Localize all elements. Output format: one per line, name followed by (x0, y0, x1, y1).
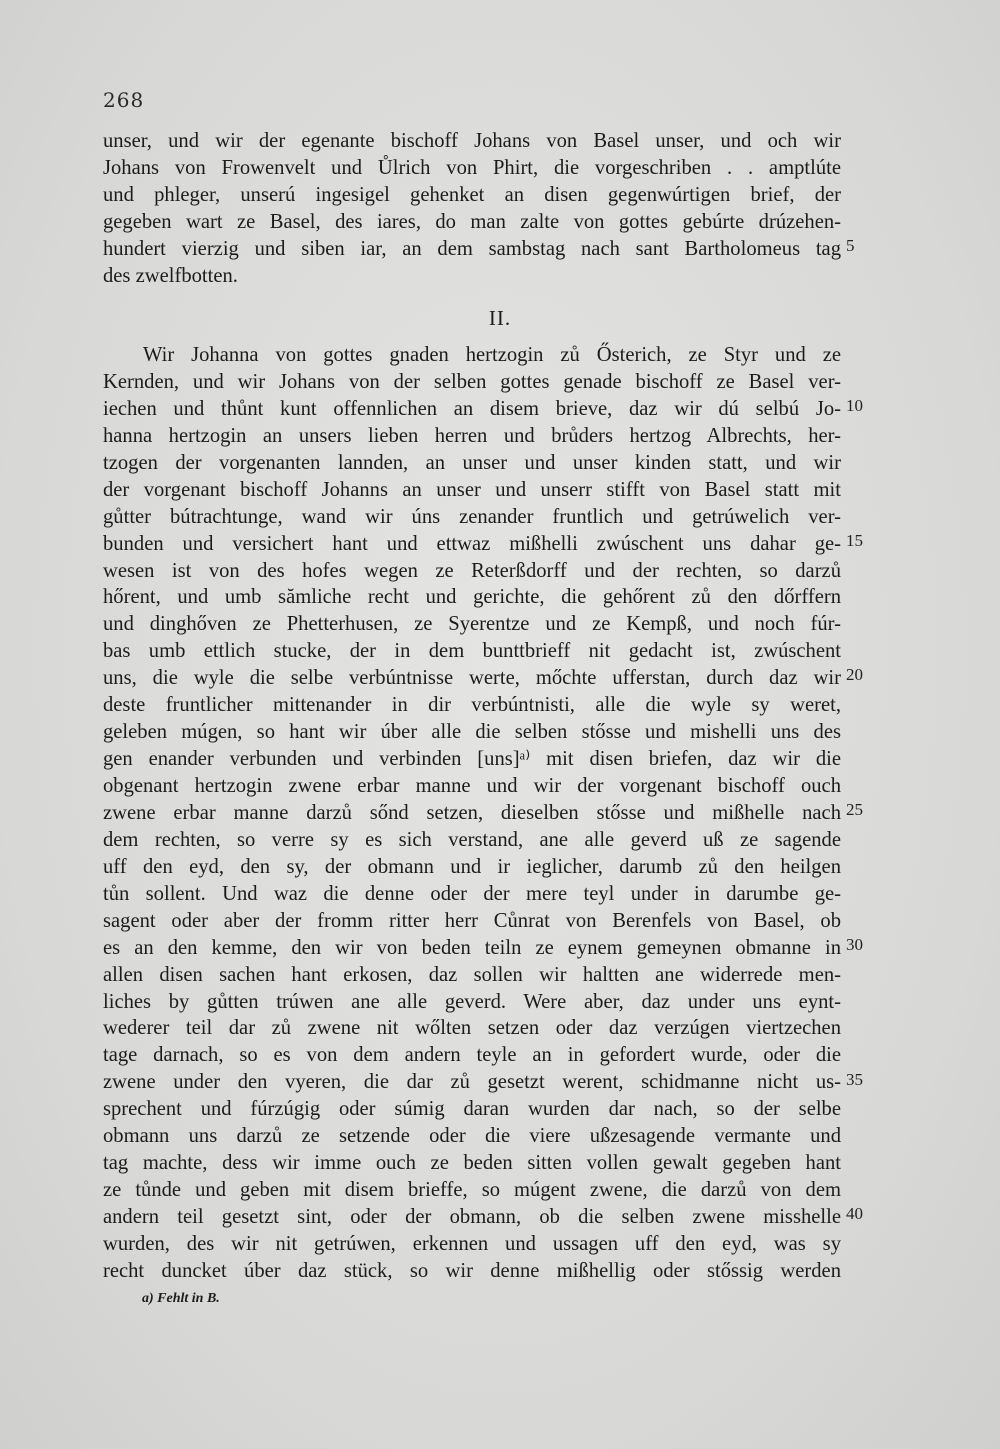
line-number: 25 (846, 800, 863, 820)
line-number: 20 (846, 665, 863, 685)
text-line: zwene erbar manne darzů sőnd setzen, dieselben stősse und mißhelle nach (103, 801, 841, 824)
text-line: tůn sollent. Und waz die denne oder der mere teyl under in darumbe ge- (103, 882, 841, 905)
text-line: und dinghőven ze Phetterhusen, ze Syerentze und ze Kempß, und noch fúr- (103, 613, 841, 636)
section-heading: II. (488, 306, 512, 330)
text-line: der vorgenant bischoff Johanns an unser und unserr stifft von Basel statt mit (103, 478, 841, 501)
text-line: des zwelfbotten. (103, 264, 238, 287)
text-line: obgenant hertzogin zwene erbar manne und wir der vorgenant bischoff ouch (103, 775, 841, 797)
text-line: tzogen der vorgenanten lannden, an unser und unser kinden statt, und wir (103, 451, 841, 474)
text-line: Johans von Frowenvelt und Ůlrich von Phirt, die vorgeschriben . . amptlúte (103, 156, 841, 179)
line-number: 30 (846, 934, 863, 954)
text-line: gegeben wart ze Basel, des iares, do man zalte von gottes gebúrte drúzehen- (103, 210, 841, 233)
line-number: 10 (846, 395, 863, 415)
text-line: Wir Johanna von gottes gnaden hertzogin zů Ősterich, ze Styr und ze (143, 344, 841, 366)
text-line: ze tůnde und geben mit disem brieffe, so múgent zwene, die darzů von dem (103, 1179, 841, 1202)
text-line: hundert vierzig und siben iar, an dem sambstag nach sant Bartholomeus tag (103, 237, 841, 260)
text-line: iechen und thůnt kunt offennlichen an disem brieve, daz wir dú selbú Jo- (103, 397, 841, 420)
text-line: liches by gůtten trúwen ane alle geverd. Were aber, daz under uns eynt- (103, 990, 841, 1013)
text-line: geleben múgen, so hant wir úber alle die selben stősse und mishelli uns des (103, 721, 841, 744)
text-line: sprechent und fúrzúgig oder súmig daran wurden dar nach, so der selbe (103, 1098, 841, 1121)
line-number: 40 (846, 1204, 863, 1224)
text-line: sagent oder aber der fromm ritter herr Cůnrat von Berenfels von Basel, ob (103, 909, 841, 932)
text-line: uff den eyd, den sy, der obmann und ir ieglicher, darumb zů den heilgen (103, 855, 841, 878)
text-line: unser, und wir der egenante bischoff Johans von Basel unser, und och wir (103, 130, 841, 152)
text-block-1 (103, 128, 855, 290)
text-line: hőrent, und umb sămliche recht und gerichte, die gehőrent zů den dőrffern (103, 586, 841, 609)
footnote: a) Fehlt in B. (142, 1291, 220, 1306)
text-line: gůtter bútrachtunge, wand wir úns zenander fruntlich und getrúwelich ver- (103, 505, 841, 528)
text-line: deste fruntlicher mittenander in dir verbúntnisti, alle die wyle sy weret, (103, 694, 841, 717)
text-line: wesen ist von des hofes wegen ze Reterßdorff und der rechten, so darzů (103, 559, 841, 582)
text-line: und phleger, unserú ingesigel gehenket an disen gegenwúrtigen brief, der (103, 183, 841, 206)
line-number: 5 (846, 235, 855, 255)
text-line: Kernden, und wir Johans von der selben gottes genade bischoff ze Basel ver- (103, 370, 841, 393)
text-line: gen enander verbunden und verbinden [uns]ᵃ⁾ mit disen briefen, daz wir die (103, 748, 841, 771)
text-line: hanna hertzogin an unsers lieben herren und brůders hertzog Albrechts, her- (103, 424, 841, 447)
line-number: 35 (846, 1069, 863, 1089)
text-line: zwene under den vyeren, die dar zů gesetzt werent, schidmanne nicht us- (103, 1071, 841, 1094)
text-line: allen disen sachen hant erkosen, daz sollen wir haltten ane widerrede men- (103, 963, 841, 986)
page-number: 268 (103, 88, 145, 112)
text-line: recht duncket úber daz stück, so wir denne mißhellig oder stőssig werden (103, 1259, 841, 1282)
text-line: wurden, des wir nit getrúwen, erkennen und ussagen uff den eyd, was sy (103, 1232, 841, 1255)
text-line: dem rechten, so verre sy es sich verstand, ane alle geverd uß ze sagende (103, 828, 841, 851)
line-number: 15 (846, 530, 863, 550)
text-line: uns, die wyle die selbe verbúntnisse werte, mőchte ufferstan, durch daz wir (103, 667, 841, 690)
text-line: tage darnach, so es von dem andern teyle an in gefordert wurde, oder die (103, 1044, 841, 1067)
text-line: bunden und versichert hant und ettwaz mißhelli zwúschent uns dahar ge- (103, 532, 841, 555)
text-line: es an den kemme, den wir von beden teiln ze eynem gemeynen obmanne in (103, 936, 841, 959)
text-line: wederer teil dar zů zwene nit wőlten setzen oder daz verzúgen viertzechen (103, 1017, 841, 1040)
text-line: obmann uns darzů ze setzende oder die viere ußzesagende vermante und (103, 1125, 841, 1148)
text-line: andern teil gesetzt sint, oder der obmann, ob die selben zwene misshelle (103, 1206, 841, 1228)
text-line: bas umb ettlich stucke, der in dem bunttbrieff nit gedacht ist, zwúschent (103, 640, 841, 663)
text-block-2 (103, 342, 863, 1285)
text-line: tag machte, dess wir imme ouch ze beden sitten vollen gewalt gegeben hant (103, 1152, 841, 1175)
